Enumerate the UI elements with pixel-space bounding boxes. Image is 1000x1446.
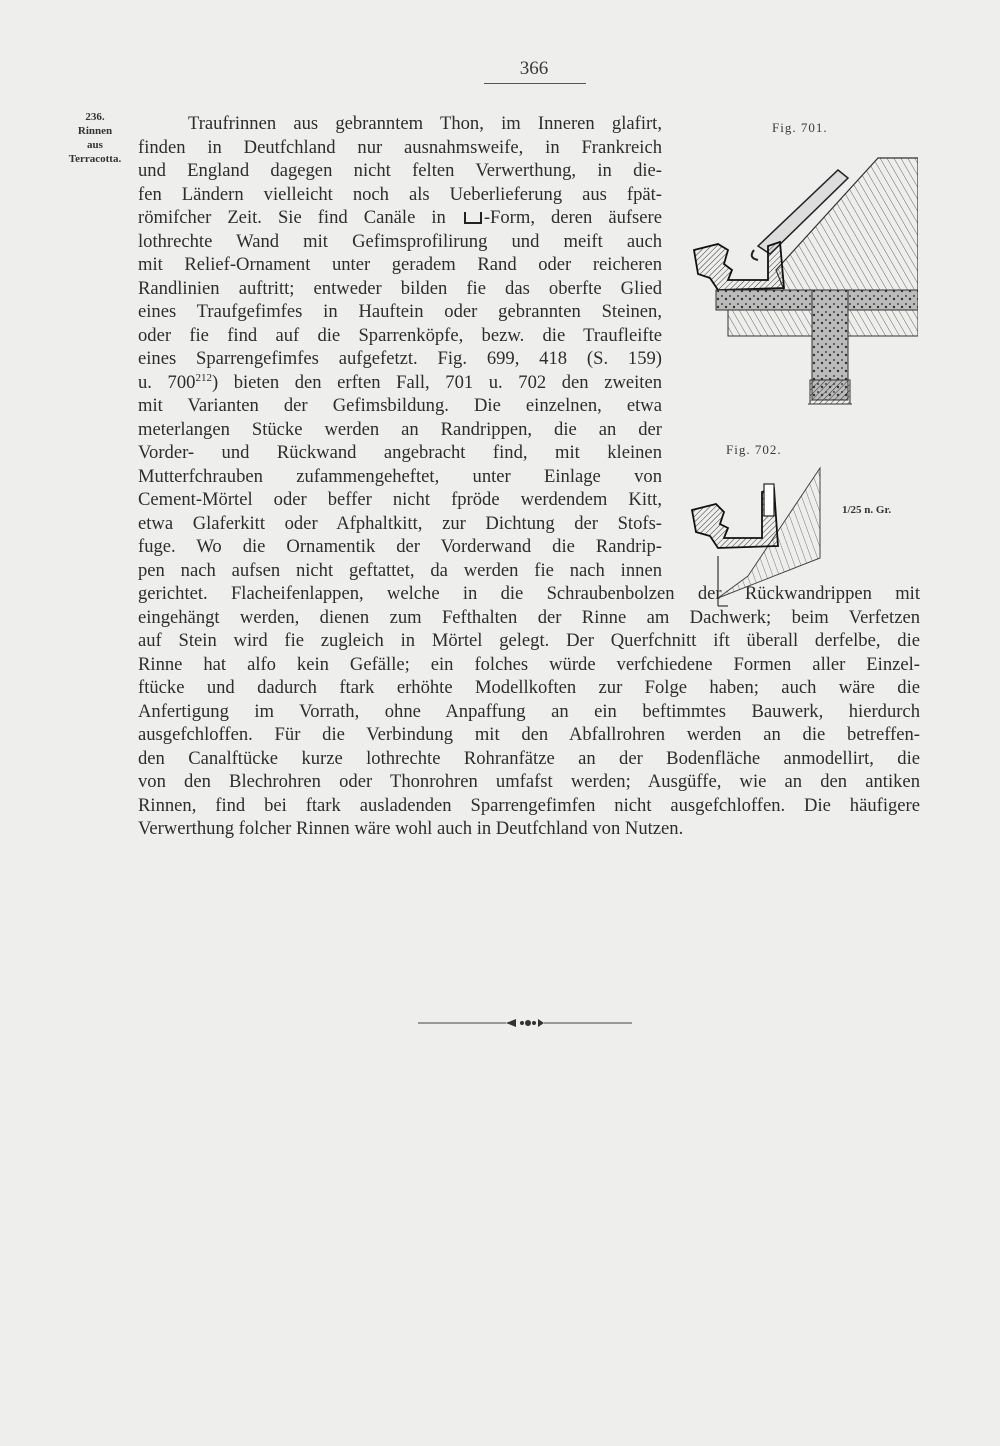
scale-label: 1/25 n. Gr.: [842, 504, 892, 516]
margin-note-line1: Rinnen: [77, 125, 113, 137]
text-line: Rinne hat alfo kein Gefälle; ein folches würde verfchiedene Formen aller Einzel-: [138, 653, 920, 675]
text-line: Verwerthung folcher Rinnen wäre wohl auch in Deutfchland von Nutzen.: [138, 818, 684, 839]
text-line: oder fie find auf die Sparrenköpfe, bezw. die Traufleifte: [138, 324, 662, 346]
text-line: etwa Glaferkitt oder Afphaltkitt, zur Dichtung der Stofs-: [138, 512, 662, 534]
text-line: und England dagegen nicht felten Verwerthung, in die-: [138, 160, 662, 181]
text-line: Mutterfchrauben zufammengeheftet, unter Einlage von: [138, 465, 662, 487]
text-line: mit Varianten der Gefimsbildung. Die einzelnen, etwa: [138, 395, 662, 416]
text-line: [138, 371, 662, 395]
text-segment: ) bieten den erften Fall, 701 u. 702 den zweiten: [211, 371, 663, 393]
text-line: Traufrinnen aus gebranntem Thon, im Inneren glafirt,: [188, 113, 662, 134]
margin-note: [56, 110, 134, 166]
text-line: finden in Deutfchland nur ausnahmsweife, in Frankreich: [138, 136, 662, 158]
text-line: [138, 206, 662, 230]
page-number-rule: [484, 83, 586, 84]
text-line: gerichtet. Flacheifenlappen, welche in die Schraubenbolzen der Rückwandrippen mit: [138, 583, 920, 604]
text-segment: -Form, deren äufsere: [483, 207, 662, 228]
text-line: von den Blechrohren oder Thonrohren umfafst werden; Ausgüffe, wie an den antiken: [138, 771, 920, 792]
text-line: eingehängt werden, dienen zum Fefthalten der Rinne am Dachwerk; beim Verfetzen: [138, 606, 920, 628]
text-segment: u. 700: [138, 371, 196, 393]
text-line: ftücke und dadurch ftark erhöhte Modellkoften zur Folge haben; auch wäre die: [138, 677, 920, 698]
text-line: Cement-Mörtel oder beffer nicht fpröde werdendem Kitt,: [138, 489, 662, 510]
text-line: pen nach aufsen nicht geftattet, da werden fie nach innen: [138, 559, 662, 581]
margin-note-line3: Terracotta.: [68, 153, 122, 165]
text-line: auf Stein wird fie zugleich in Mörtel gelegt. Der Querfchnitt ift überall derfelbe, die: [138, 630, 920, 651]
text-line: lothrechte Wand mit Gefimsprofilirung und meift auch: [138, 230, 662, 252]
text-segment: römifcher Zeit. Sie find Canäle in: [138, 207, 446, 228]
text-line: fen Ländern vielleicht noch als Ueberlieferung aus fpät-: [138, 183, 662, 205]
fig702-drawing: [688, 466, 828, 608]
text-line: fuge. Wo die Ornamentik der Vorderwand die Randrip-: [138, 536, 662, 557]
fig702-caption: Fig. 702.: [726, 442, 782, 457]
text-line: Anfertigung im Vorrath, ohne Anpaffung an ein beftimmtes Bauwerk, hierdurch: [138, 700, 920, 722]
fig701-caption: Fig. 701.: [772, 120, 828, 135]
page-number: 366: [519, 58, 549, 79]
text-line: Rinnen, find bei ftark ausladenden Sparrengefimfen nicht ausgefchloffen. Die häufigere: [138, 794, 920, 816]
text-line: Vorder- und Rückwand angebracht find, mit kleinen: [138, 442, 662, 463]
closing-ornament: [418, 1012, 632, 1034]
footnote-ref: 212: [195, 371, 212, 384]
text-line: eines Sparrengefimfes aufgefetzt. Fig. 699, 418 (S. 159): [138, 348, 662, 369]
text-line: mit Relief-Ornament unter geradem Rand oder reicheren: [138, 254, 662, 275]
margin-note-number: 236.: [85, 111, 105, 123]
text-line: meterlangen Stücke werden an Randrippen, die an der: [138, 418, 662, 440]
gutter-profile-shape: [694, 242, 784, 290]
text-line: eines Traufgefimfes in Hauftein oder gebrannten Steinen,: [138, 301, 662, 322]
text-line: Randlinien auftritt; entweder bilden fie das oberfte Glied: [138, 277, 662, 299]
u-shape-icon: [464, 212, 482, 224]
text-line: ausgefchloffen. Für die Verbindung mit den Abfallrohren werden an die betreffen-: [138, 724, 920, 745]
text-line: den Canalftücke kurze lothrechte Rohranfätze an der Bodenfläche anmodellirt, die: [138, 747, 920, 769]
margin-note-line2: aus: [87, 139, 103, 151]
fig701-drawing: [688, 150, 918, 406]
